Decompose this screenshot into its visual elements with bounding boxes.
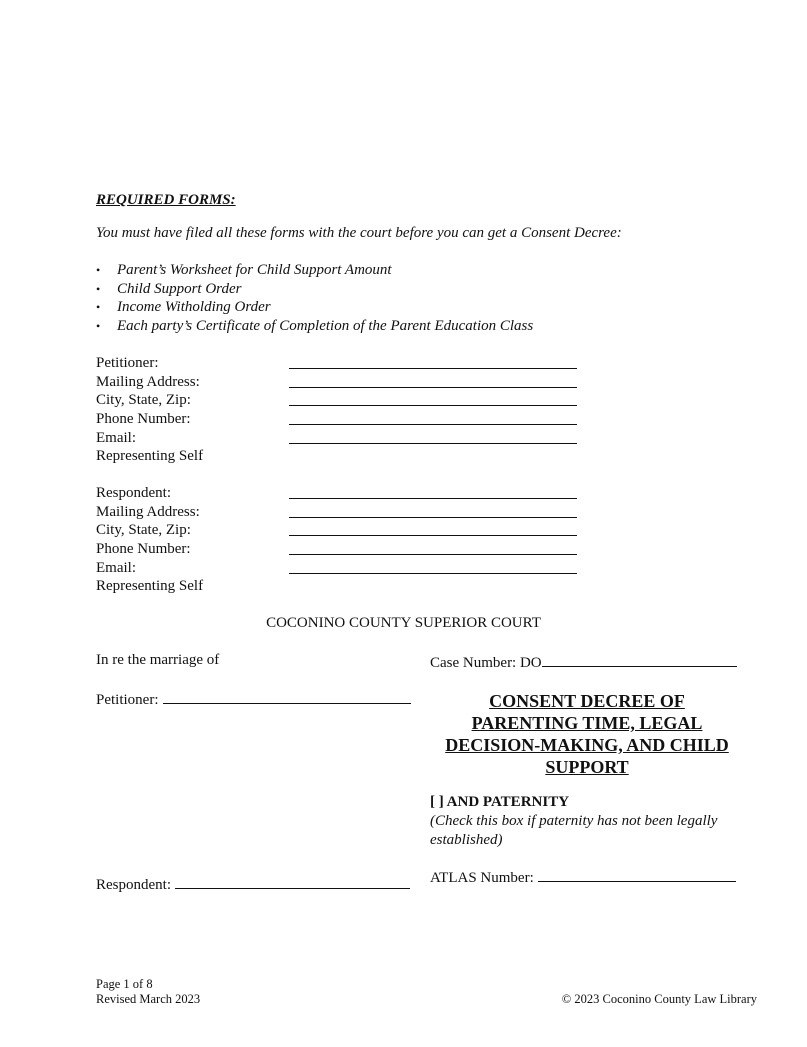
field-label: Phone Number: bbox=[96, 541, 191, 558]
caption-respondent-field[interactable] bbox=[175, 874, 410, 889]
respondent-name-field[interactable] bbox=[289, 498, 577, 499]
respondent-address-field[interactable] bbox=[289, 517, 577, 518]
petitioner-name-field[interactable] bbox=[289, 368, 577, 369]
copyright-notice: © 2023 Coconino County Law Library bbox=[561, 992, 757, 1006]
revision-date: Revised March 2023 bbox=[96, 992, 201, 1006]
atlas-number-label: ATLAS Number: bbox=[430, 870, 534, 886]
page-footer-left bbox=[96, 977, 200, 1007]
title-line: SUPPORT bbox=[545, 757, 629, 777]
case-number-field[interactable] bbox=[542, 652, 737, 667]
required-forms-intro: You must have filed all these forms with the court before you can get a Consent Decree: bbox=[96, 225, 622, 241]
document-title bbox=[428, 690, 746, 778]
field-label: Email: bbox=[96, 429, 136, 446]
field-label: Petitioner: bbox=[96, 355, 159, 371]
respondent-city-field[interactable] bbox=[289, 535, 577, 536]
petitioner-city-field[interactable] bbox=[289, 405, 577, 406]
respondent-phone-field[interactable] bbox=[289, 554, 577, 555]
petitioner-phone-field[interactable] bbox=[289, 424, 577, 425]
required-forms-heading: REQUIRED FORMS: bbox=[96, 192, 236, 208]
petitioner-email-field[interactable] bbox=[289, 443, 577, 444]
title-line: DECISION-MAKING, AND CHILD bbox=[445, 735, 729, 755]
paternity-note: (Check this box if paternity has not been legally established) bbox=[430, 813, 718, 848]
respondent-info-block bbox=[96, 485, 578, 597]
field-label: Respondent: bbox=[96, 485, 171, 501]
petitioner-info-block bbox=[96, 355, 578, 467]
in-re-marriage-label: In re the marriage of bbox=[96, 652, 220, 668]
respondent-email-field[interactable] bbox=[289, 573, 577, 574]
petitioner-address-field[interactable] bbox=[289, 387, 577, 388]
list-item: • Income Witholding Order bbox=[96, 299, 533, 318]
paternity-checkbox[interactable]: [ ] AND PATERNITY bbox=[430, 794, 570, 810]
list-item: • Each party’s Certificate of Completion of the Parent Education Class bbox=[96, 318, 533, 337]
caption-petitioner-field[interactable] bbox=[163, 689, 411, 704]
field-label: Email: bbox=[96, 559, 136, 576]
caption-respondent bbox=[96, 874, 410, 894]
caption-petitioner-label: Petitioner: bbox=[96, 692, 159, 708]
field-label: City, State, Zip: bbox=[96, 522, 191, 539]
field-label: Mailing Address: bbox=[96, 503, 200, 520]
caption-petitioner bbox=[96, 689, 411, 709]
caption-respondent-label: Respondent: bbox=[96, 877, 171, 893]
case-number bbox=[430, 652, 737, 672]
title-line: CONSENT DECREE OF bbox=[489, 691, 685, 711]
field-label: City, State, Zip: bbox=[96, 392, 191, 409]
required-forms-list bbox=[96, 262, 533, 336]
atlas-number-field[interactable] bbox=[538, 867, 736, 882]
representing-self-label: Representing Self bbox=[96, 578, 204, 595]
page-number: Page 1 of 8 bbox=[96, 977, 153, 991]
court-name: COCONINO COUNTY SUPERIOR COURT bbox=[266, 615, 541, 631]
atlas-number bbox=[430, 867, 736, 887]
field-label: Mailing Address: bbox=[96, 373, 200, 390]
list-item: • Parent’s Worksheet for Child Support Amount bbox=[96, 262, 533, 281]
title-line: PARENTING TIME, LEGAL bbox=[471, 713, 703, 733]
representing-self-label: Representing Self bbox=[96, 448, 204, 465]
list-item: • Child Support Order bbox=[96, 281, 533, 300]
case-number-label: Case Number: DO bbox=[430, 655, 542, 671]
field-label: Phone Number: bbox=[96, 411, 191, 428]
